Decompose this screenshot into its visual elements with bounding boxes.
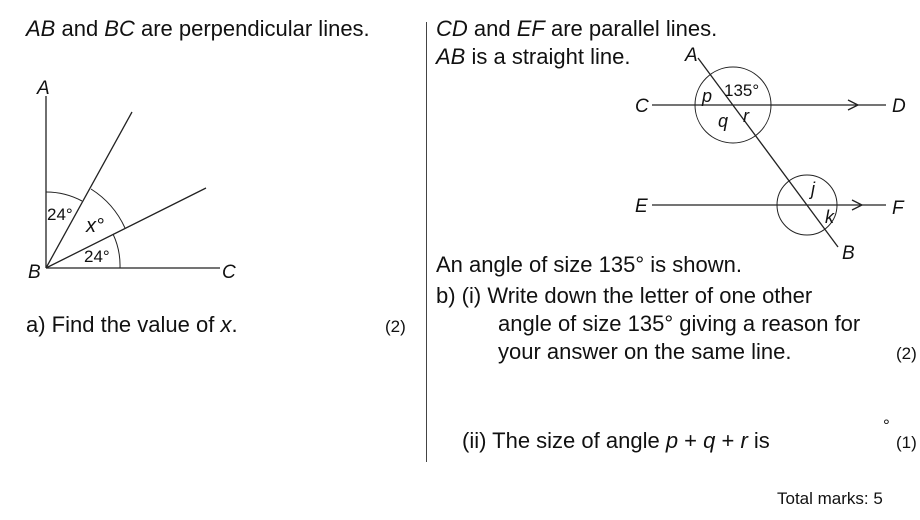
degree-symbol: ° xyxy=(883,416,890,435)
angle-label-k: k xyxy=(825,207,834,227)
question-b-line3: your answer on the same line. xyxy=(498,339,792,364)
arc-bottom-24 xyxy=(113,234,120,268)
right-heading-2: AB is a straight line. xyxy=(436,44,631,69)
left-heading: AB and BC are perpendicular lines. xyxy=(26,16,370,41)
column-divider xyxy=(426,22,427,462)
label-E-right: E xyxy=(635,196,648,217)
label-B-left: B xyxy=(28,262,41,283)
angle-label-q: q xyxy=(718,111,729,131)
label-C-right: C xyxy=(635,96,649,117)
arc-top-24 xyxy=(46,192,82,201)
angle-label-x: x° xyxy=(86,215,104,237)
angle-label-p: p xyxy=(702,86,713,106)
label-B-right: B xyxy=(842,243,855,262)
label-A-right: A xyxy=(685,45,698,66)
marks-a: (2) xyxy=(385,317,406,336)
question-b-line1: b) (i) Write down the letter of one other xyxy=(436,283,813,308)
label-D-right: D xyxy=(892,96,906,117)
marks-b-i: (2) xyxy=(896,344,917,363)
line-ray-upper xyxy=(46,112,132,268)
parallel-lines-diagram xyxy=(620,42,920,262)
line-AB xyxy=(698,58,838,247)
question-b-line2: angle of size 135° giving a reason for xyxy=(498,311,861,336)
angle-label-135: 135° xyxy=(724,81,760,100)
question-a: a) Find the value of x. xyxy=(26,312,238,337)
right-heading-1: CD and EF are parallel lines. xyxy=(436,16,718,41)
label-A-left: A xyxy=(37,78,50,99)
angle-label-r: r xyxy=(743,106,749,126)
statement-135: An angle of size 135° is shown. xyxy=(436,252,742,277)
label-C-left: C xyxy=(222,262,236,283)
angle-label-bottom-24: 24° xyxy=(84,247,110,266)
left-angle-diagram xyxy=(20,72,280,302)
total-marks: Total marks: 5 xyxy=(777,489,883,508)
angle-label-j: j xyxy=(811,179,815,199)
line-ray-lower xyxy=(46,188,206,268)
question-b-ii: (ii) The size of angle p + q + r is xyxy=(462,428,770,453)
marks-b-ii: (1) xyxy=(896,433,917,452)
angle-label-top-24: 24° xyxy=(47,205,73,224)
label-F-right: F xyxy=(892,198,904,219)
